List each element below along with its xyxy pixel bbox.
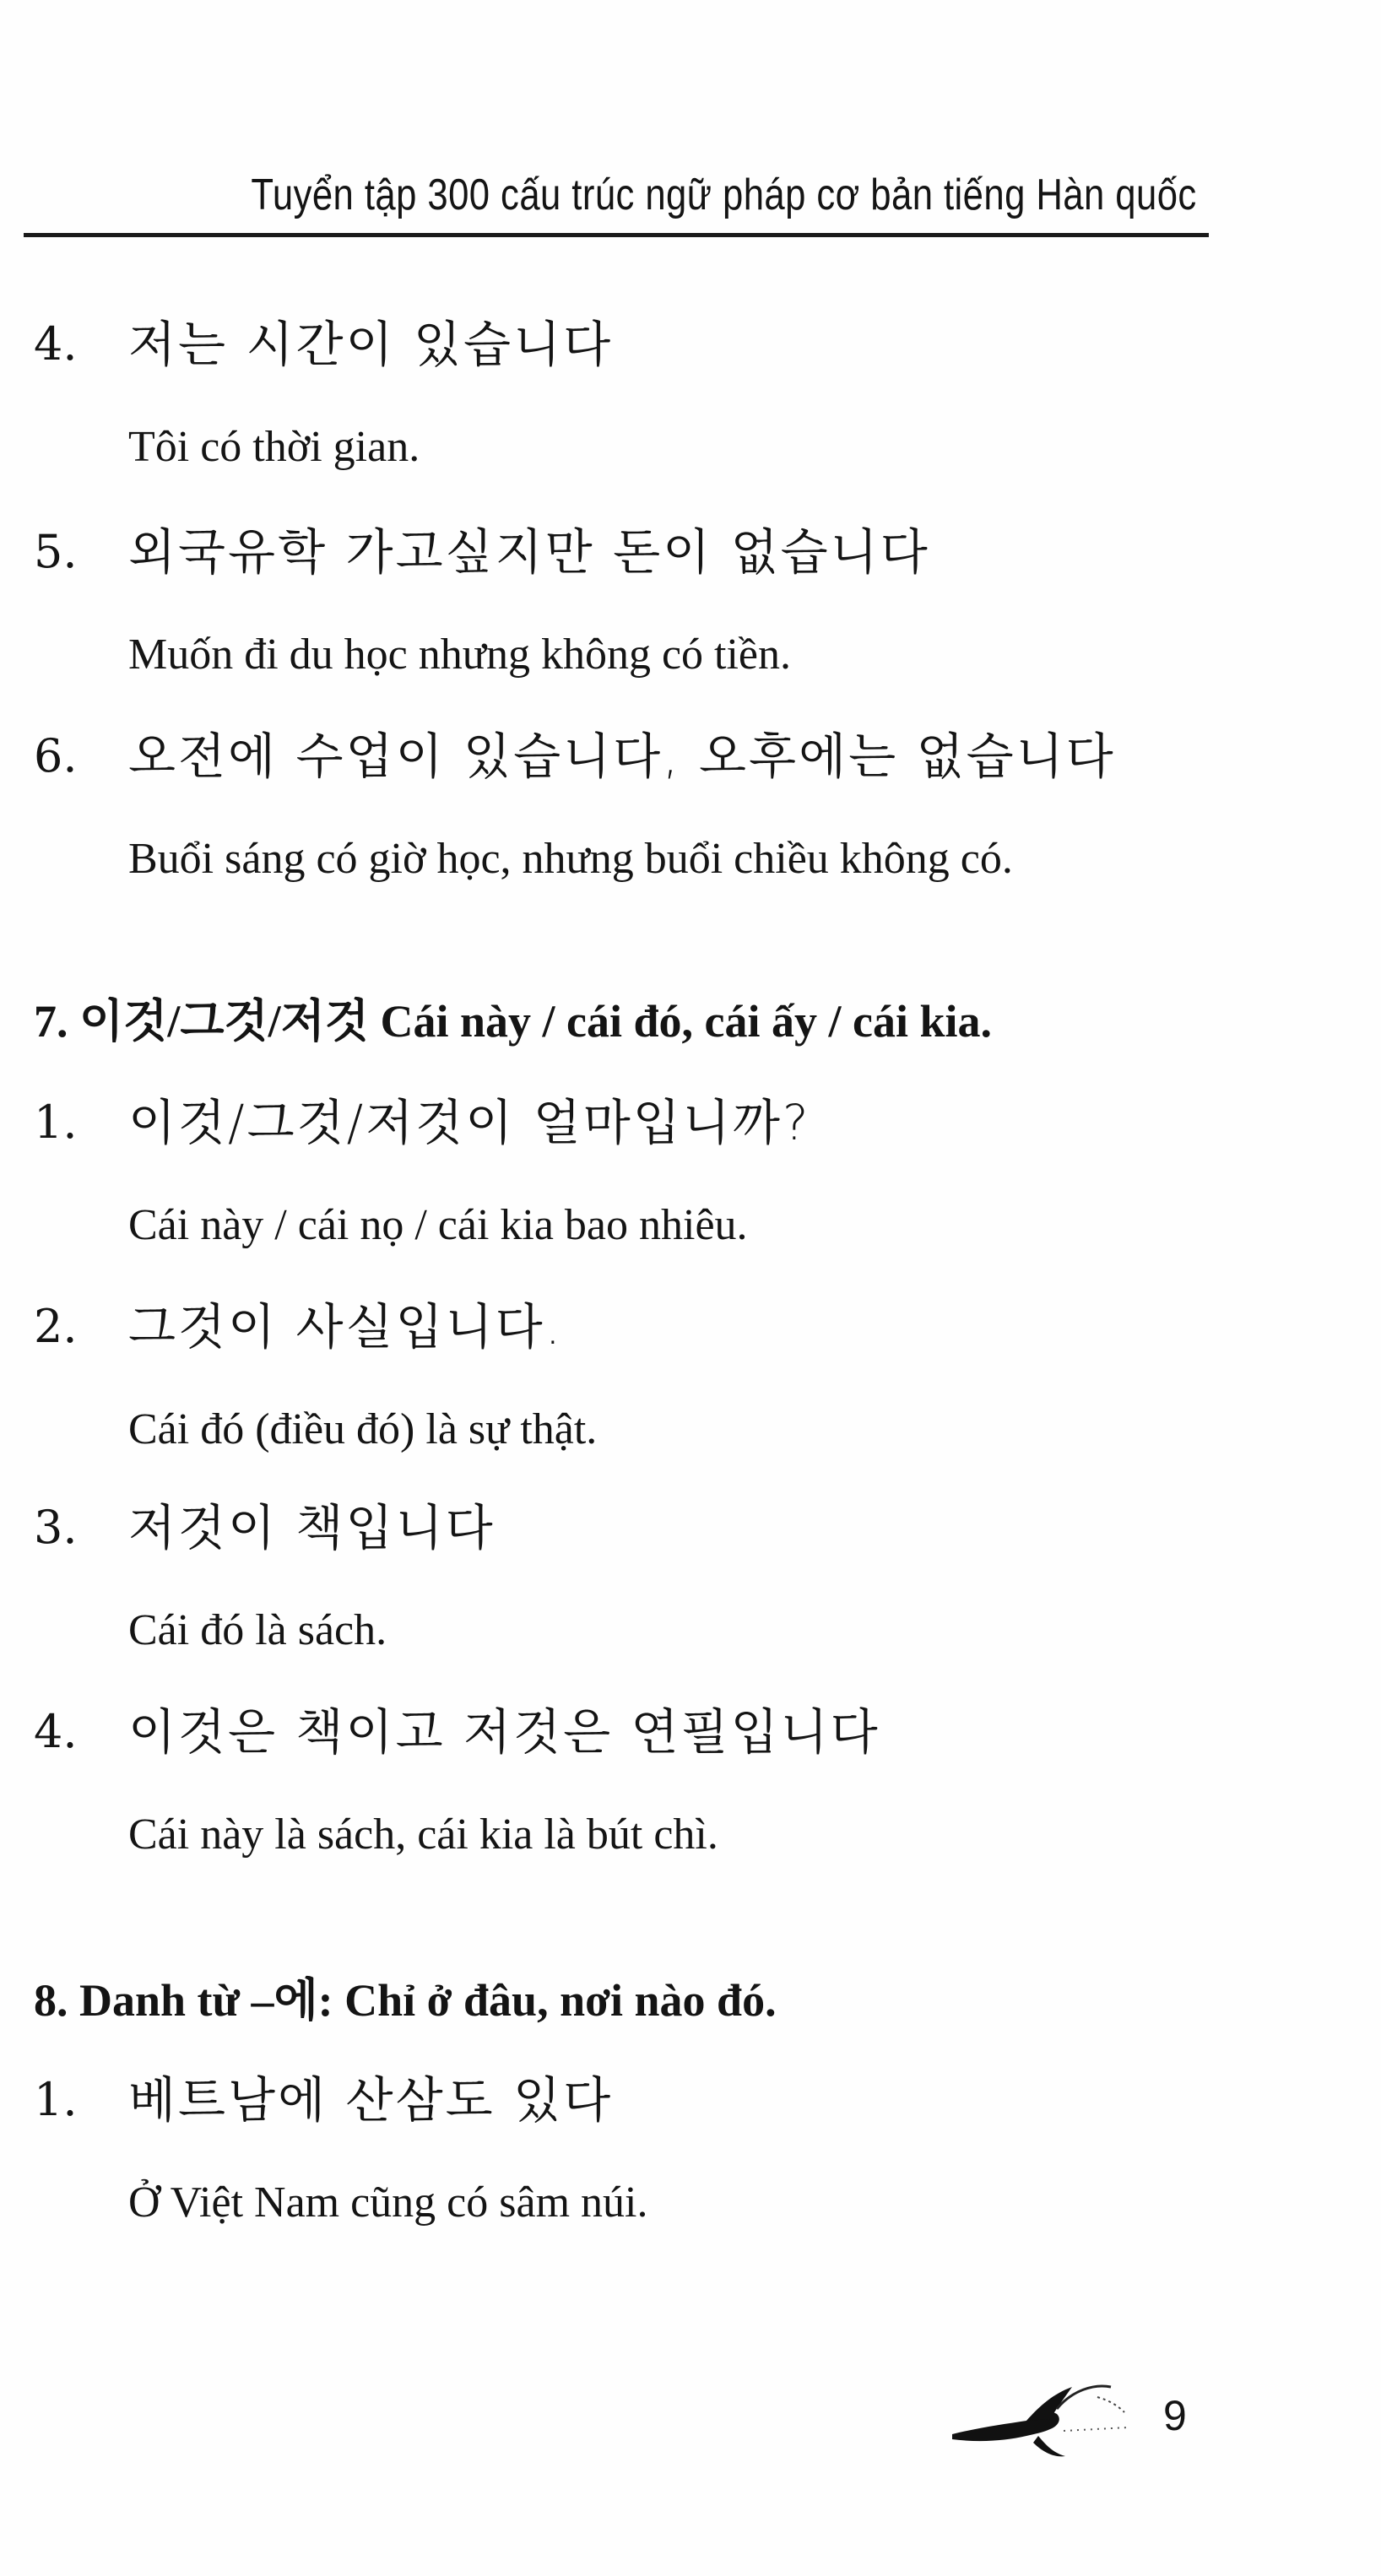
vietnamese-translation: Cái đó (điều đó) là sự thật. <box>128 1405 598 1453</box>
korean-sentence: 저것이 책입니다 <box>128 1499 496 1556</box>
item-number: 2. <box>34 1300 78 1353</box>
korean-sentence: 오전에 수업이 있습니다, 오후에는 없습니다 <box>128 728 1116 785</box>
item-number: 3. <box>34 1501 78 1554</box>
korean-sentence: 이것/그것/저것이 얼마입니까? <box>128 1094 811 1151</box>
item-number: 5. <box>34 525 78 578</box>
item-number: 1. <box>34 1096 78 1149</box>
vietnamese-translation: Muốn đi du học nhưng không có tiền. <box>128 630 792 679</box>
running-header-title: Tuyển tập 300 cấu trúc ngữ pháp cơ bản tiếng Hàn quốc <box>251 170 1197 219</box>
korean-sentence: 베트남에 산삼도 있다 <box>128 2071 614 2129</box>
korean-sentence: 그것이 사실입니다. <box>128 1298 564 1356</box>
vietnamese-translation: Tôi có thời gian. <box>128 423 420 471</box>
vietnamese-translation: Buổi sáng có giờ học, nhưng buổi chiều không có. <box>128 835 1013 883</box>
item-number: 4. <box>34 317 78 371</box>
decorative-bird-icon <box>945 2375 1140 2468</box>
section-8-heading: 8. Danh từ –에: Chỉ ở đâu, nơi nào đó. <box>34 1975 777 2026</box>
section-7-heading: 7. 이것/그것/저것 Cái này / cái đó, cái ấy / cái kia. <box>34 996 993 1047</box>
vietnamese-translation: Cái đó là sách. <box>128 1606 387 1654</box>
vietnamese-translation: Cái này là sách, cái kia là bút chì. <box>128 1810 718 1859</box>
item-number: 6. <box>34 729 78 782</box>
korean-sentence: 저는 시간이 있습니다 <box>128 316 614 373</box>
item-number: 1. <box>34 2073 78 2126</box>
page-number: 9 <box>1163 2392 1187 2439</box>
item-number: 4. <box>34 1705 78 1758</box>
vietnamese-translation: Ở Việt Nam cũng có sâm núi. <box>128 2178 648 2227</box>
header-rule <box>24 233 1209 237</box>
running-header <box>24 165 1209 241</box>
korean-sentence: 이것은 책이고 저것은 연필입니다 <box>128 1703 880 1761</box>
vietnamese-translation: Cái này / cái nọ / cái kia bao nhiêu. <box>128 1201 748 1249</box>
korean-sentence: 외국유학 가고싶지만 돈이 없습니다 <box>128 523 930 581</box>
